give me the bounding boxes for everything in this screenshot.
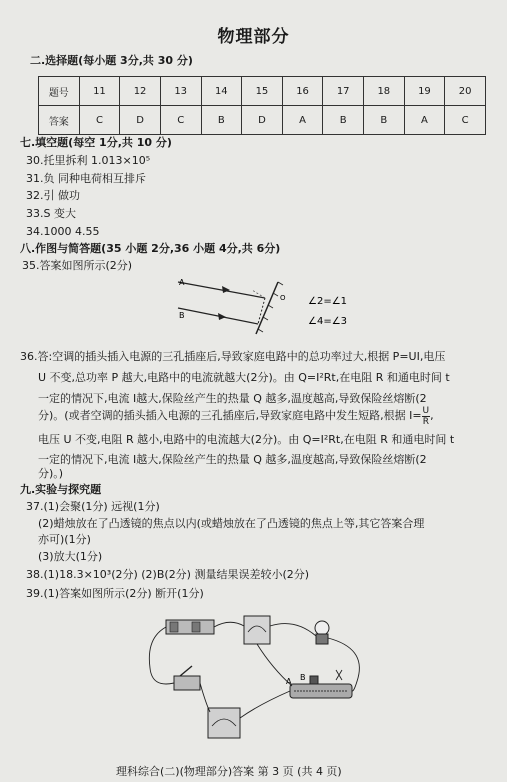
- angle-eq-2: ∠4=∠3: [308, 316, 348, 327]
- angle-eq-1: ∠2=∠1: [308, 296, 348, 307]
- incident-ray-b: [178, 308, 258, 324]
- table-cell: 15: [242, 77, 283, 106]
- answer-table: [38, 76, 486, 135]
- table-cell: 11: [79, 77, 120, 106]
- answer-q36-line7: 分)。): [38, 467, 64, 480]
- label-a: A: [286, 677, 292, 686]
- label-b: B: [300, 673, 306, 682]
- q36-comma: ,: [430, 409, 434, 422]
- reflection-diagram: [170, 272, 370, 342]
- table-row: [39, 106, 486, 135]
- table-cell: C: [79, 106, 120, 135]
- label-a: A: [179, 278, 185, 287]
- fraction-denominator: R: [422, 416, 429, 427]
- answer-q35: 35.答案如图所示(2分): [22, 259, 133, 272]
- section-experiment-heading: 九.实验与探究题: [20, 483, 102, 496]
- answer-q36-line1: 36.答:空调的插头插入电源的三孔插座后,导致家庭电路中的总功率过大,根据 P=UI,电压: [20, 350, 446, 363]
- fraction-numerator: U: [422, 405, 430, 416]
- q36-text: 分)。(或者空调的插头插入电源的三孔插座后,导致家庭电路中发生短路,根据 I=: [38, 409, 422, 422]
- table-cell: B: [201, 106, 242, 135]
- table-cell: D: [120, 106, 161, 135]
- section-drawing-heading: 八.作图与简答题(35 小题 2分,36 小题 4分,共 6分): [20, 242, 281, 255]
- answer-q37-line1: 37.(1)会聚(1分) 远视(1分): [26, 500, 160, 513]
- answer-q38: 38.(1)18.3×10³(2分) (2)B(2分) 测量结果误差较小(2分): [26, 568, 310, 581]
- answer-q36-line3: 一定的情况下,电流 I越大,保险丝产生的热量 Q 越多,温度越高,导致保险丝熔断(2: [38, 392, 427, 405]
- answer-q36-line5: 电压 U 不变,电阻 R 越小,电路中的电流越大(2分)。由 Q=I²Rt,在电阻 R 和通电时间 t: [38, 433, 455, 446]
- table-cell: D: [242, 106, 283, 135]
- answer-q30: 30.托里拆利 1.013×10⁵: [26, 154, 151, 167]
- table-cell: C: [445, 106, 486, 135]
- section-fill-heading: 七.填空题(每空 1分,共 10 分): [20, 136, 172, 149]
- circuit-diagram: [140, 608, 380, 753]
- section-choice-heading: 二.选择题(每小题 3分,共 30 分): [30, 54, 193, 67]
- answer-q36-line2: U 不变,总功率 P 越大,电路中的电流就越大(2分)。由 Q=I²Rt,在电阻 R 和通电时间 t: [38, 371, 450, 384]
- table-cell: A: [282, 106, 323, 135]
- answer-q31: 31.负 同种电荷相互排斥: [26, 172, 146, 185]
- label-b: B: [179, 311, 185, 320]
- label-o: O: [280, 294, 286, 302]
- table-cell: 20: [445, 77, 486, 106]
- table-cell: B: [364, 106, 405, 135]
- answer-q36-line6: 一定的情况下,电流 I越大,保险丝产生的热量 Q 越多,温度越高,导致保险丝熔断(2: [38, 453, 427, 466]
- table-cell: A: [404, 106, 445, 135]
- incident-ray-a: [178, 282, 265, 298]
- table-cell: 答案: [39, 106, 80, 135]
- ammeter: [208, 708, 240, 738]
- answer-q37-line4: (3)放大(1分): [38, 550, 103, 563]
- table-cell: 18: [364, 77, 405, 106]
- table-cell: 16: [282, 77, 323, 106]
- table-cell: 13: [160, 77, 201, 106]
- table-cell: 19: [404, 77, 445, 106]
- answer-q37-line3: 亦可)(1分): [38, 533, 91, 546]
- answer-q37-line2: (2)蜡烛放在了凸透镜的焦点以内(或蜡烛放在了凸透镜的焦点上等,其它答案合理: [38, 517, 425, 530]
- table-cell: 12: [120, 77, 161, 106]
- table-cell: 题号: [39, 77, 80, 106]
- table-row: [39, 77, 486, 106]
- table-cell: B: [323, 106, 364, 135]
- answer-q33: 33.S 变大: [26, 207, 76, 220]
- fraction: [422, 406, 431, 427]
- bulb-icon: [315, 621, 329, 635]
- answer-q39: 39.(1)答案如图所示(2分) 断开(1分): [26, 587, 204, 600]
- table-cell: C: [160, 106, 201, 135]
- mirror-line: [256, 282, 278, 334]
- table-cell: 14: [201, 77, 242, 106]
- wire: [149, 627, 174, 684]
- page-title: 物理部分: [217, 27, 290, 47]
- table-cell: 17: [323, 77, 364, 106]
- page-footer: 理科综合(二)(物理部分)答案 第 3 页 (共 4 页): [116, 765, 342, 778]
- switch: [174, 676, 200, 690]
- voltmeter: [244, 616, 270, 644]
- answer-q32: 32.引 做功: [26, 189, 80, 202]
- arrow-icon: [218, 313, 226, 320]
- answer-q36-line4: [38, 405, 434, 427]
- answer-q34: 34.1000 4.55: [26, 225, 100, 238]
